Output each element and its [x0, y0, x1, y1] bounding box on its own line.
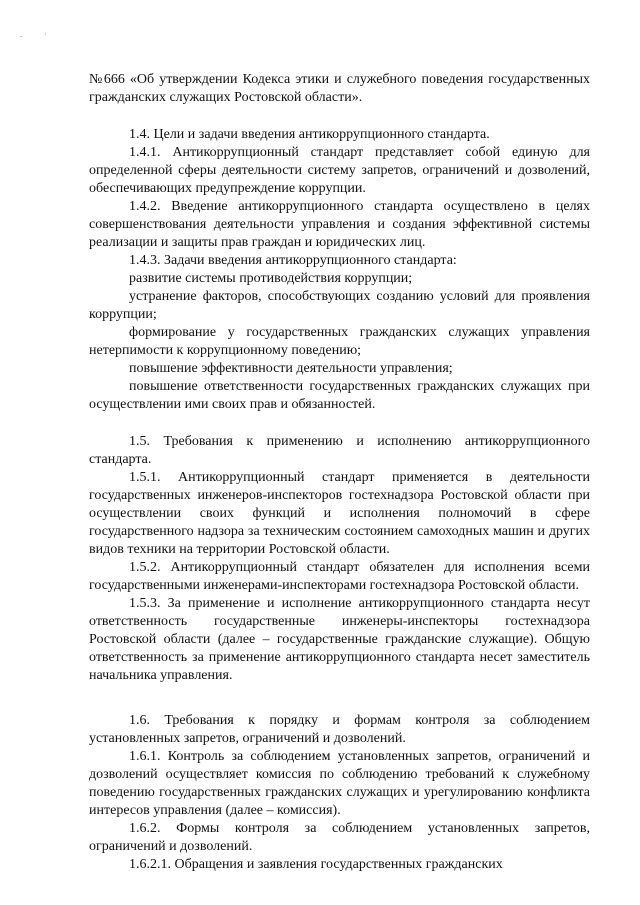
paragraph-1-4-3: 1.4.3. Задачи введения антикоррупционного стандарта: [129, 253, 457, 268]
paragraph-1-6-2-1: 1.6.2.1. Обращения и заявления государственных гражданских [129, 857, 503, 872]
section-heading-1-5: 1.5. Требования к применению и исполнению антикоррупционного стандарта. [89, 434, 590, 467]
document-body [89, 71, 590, 874]
list-item-task: развитие системы противодействия коррупции; [129, 271, 413, 286]
paragraph-1-5-1: 1.5.1. Антикоррупционный стандарт применяется в деятельности государственных инженеров-инспекторов гостехнадзора Ростовской области при осуществлении своих функций и исполнения полномочий в сфере государственного надзора за техническим состоянием самоходных машин и других видов техники на территории Ростовской области. [89, 470, 590, 557]
scan-mark: · [44, 29, 47, 39]
paragraph-1-4-2: 1.4.2. Введение антикоррупционного стандарта осуществлено в целях совершенствования деятельности управления и создания эффективной системы реализации и защиты прав граждан и юридических лиц. [89, 199, 590, 250]
paragraph-decree-reference: №666 «Об утверждении Кодекса этики и служебного поведения государственных гражданских служащих Ростовской области». [89, 72, 590, 105]
paragraph-1-6-1: 1.6.1. Контроль за соблюдением установленных запретов, ограничений и дозволений осуществляет комиссия по соблюдению требований к служебному поведению государственных гражданских служащих и урегулированию конфликта интересов управления (далее – комиссия). [89, 749, 590, 818]
paragraph-1-6-2: 1.6.2. Формы контроля за соблюдением установленных запретов, ограничений и дозволений. [89, 821, 590, 854]
section-heading-1-6: 1.6. Требования к порядку и формам контроля за соблюдением установленных запретов, ограничений и дозволений. [89, 713, 590, 746]
paragraph-1-4-1: 1.4.1. Антикоррупционный стандарт представляет собой единую для определенной сферы деятельности систему запретов, ограничений и дозволений, обеспечивающих предупреждение коррупции. [89, 145, 590, 196]
list-item-task: формирование у государственных гражданских служащих управления нетерпимости к коррупционному поведению; [89, 325, 590, 358]
list-item-task: повышение ответственности государственных гражданских служащих при осуществлении ими своих прав и обязанностей. [89, 379, 590, 412]
scan-mark: . [20, 29, 23, 39]
section-heading-1-4: 1.4. Цели и задачи введения антикоррупционного стандарта. [129, 127, 490, 142]
paragraph-1-5-3: 1.5.3. За применение и исполнение антикоррупционного стандарта несут ответственность государственные инженеры-инспекторы гостехнадзора Ростовской области (далее – государственные гражданские служащие). Общую ответственность за применение антикоррупционного стандарта несет заместитель начальника управления. [89, 596, 590, 683]
list-item-task: устранение факторов, способствующих созданию условий для проявления коррупции; [89, 289, 590, 322]
paragraph-1-5-2: 1.5.2. Антикоррупционный стандарт обязателен для исполнения всеми государственными инженерами-инспекторами гостехнадзора Ростовской области. [89, 560, 590, 593]
list-item-task: повышение эффективности деятельности управления; [129, 361, 453, 376]
